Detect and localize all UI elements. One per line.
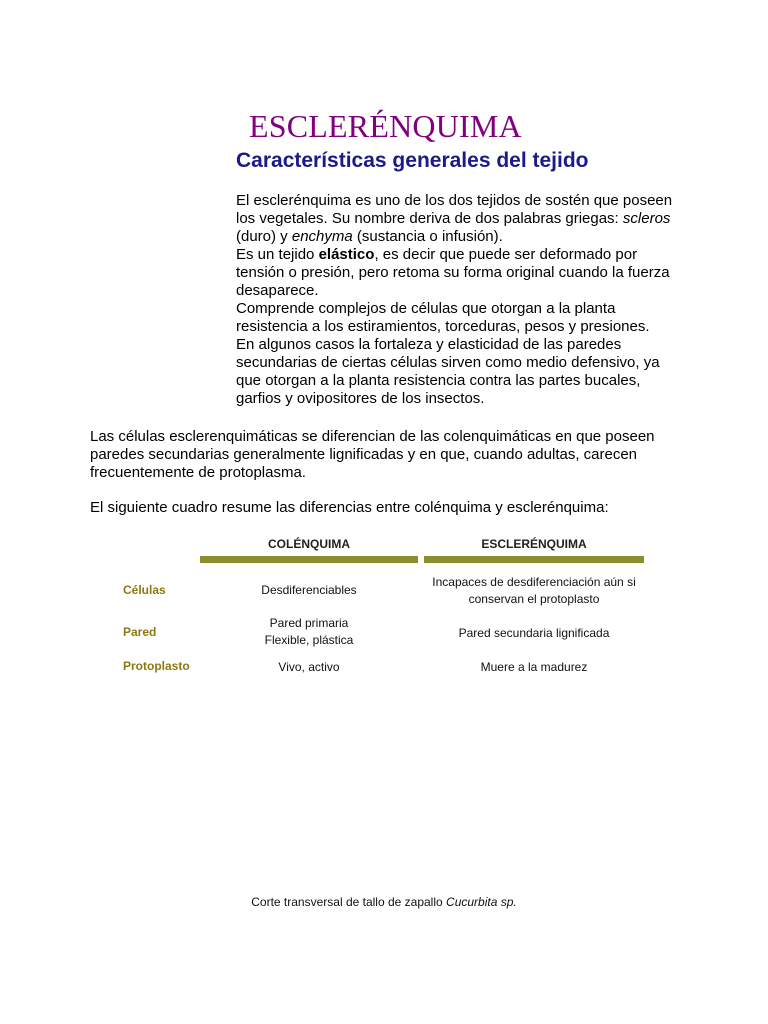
intro-text: , es decir que puede ser deformado por tensión o presión, pero retoma su forma original cuando la fuerza desaparece. <box>236 246 670 299</box>
cell-celulas-esclerenquima: Incapaces de desdiferenciación aún si conservan el protoplasto <box>432 575 636 606</box>
intro-text: (sustancia o infusión). <box>352 228 503 245</box>
body-paragraph-differences: Las células esclerenquimáticas se diferencian de las colenquimáticas en que poseen paredes secundarias generalmente lignificadas y en que, cuando adultas, carecen frecuentemente de protoplasma. <box>90 428 655 481</box>
term-scleros: scleros <box>622 210 671 227</box>
row-label-protoplasto: Protoplasto <box>123 659 190 673</box>
page-subtitle: Características generales del tejido <box>236 149 589 172</box>
caption-text: Corte transversal de tallo de zapallo <box>251 895 447 909</box>
row-label-celulas: Células <box>123 583 166 597</box>
table-header-colenquima: COLÉNQUIMA <box>268 537 350 551</box>
cell-celulas-colenquima: Desdiferenciables <box>261 583 357 597</box>
intro-paragraph-4: En algunos casos la fortaleza y elasticidad de las paredes secundarias de ciertas células sirven como medio defensivo, ya que otorgan a la planta resistencia contra las partes bucales, garfios y ovipositores de los insectos. <box>236 336 660 407</box>
figure-caption <box>0 895 768 909</box>
cell-protoplasto-esclerenquima: Muere a la madurez <box>480 660 588 674</box>
intro-text: Es un tejido <box>236 246 319 263</box>
page-title: ESCLERÉNQUIMA <box>249 108 522 144</box>
row-label-pared: Pared <box>123 625 157 639</box>
header-bar-colenquima <box>200 556 418 563</box>
intro-section <box>236 192 686 408</box>
intro-paragraph-1 <box>236 192 686 246</box>
cell-pared-esclerenquima: Pared secundaria lignificada <box>458 626 610 640</box>
header-bar-esclerenquima <box>424 556 644 563</box>
body-paragraph-table-intro: El siguiente cuadro resume las diferencias entre colénquima y esclerénquima: <box>90 499 609 516</box>
intro-text: El esclerénquima es uno de los dos tejidos de sostén que poseen los vegetales. Su nombre deriva de dos palabras griegas: <box>236 192 673 227</box>
table-header-esclerenquima: ESCLERÉNQUIMA <box>481 537 587 551</box>
intro-text: (duro) y <box>236 228 292 245</box>
term-elastico: elástico <box>318 246 375 263</box>
term-enchyma: enchyma <box>291 228 353 245</box>
cell-protoplasto-colenquima: Vivo, activo <box>278 660 340 674</box>
intro-paragraph-3: Comprende complejos de células que otorgan a la planta resistencia a los estiramientos, torceduras, pesos y presiones. <box>236 300 650 335</box>
cell-pared-colenquima: Pared primaria Flexible, plástica <box>264 616 354 647</box>
intro-paragraph-2 <box>236 246 686 300</box>
caption-species: Cucurbita sp. <box>446 895 517 909</box>
